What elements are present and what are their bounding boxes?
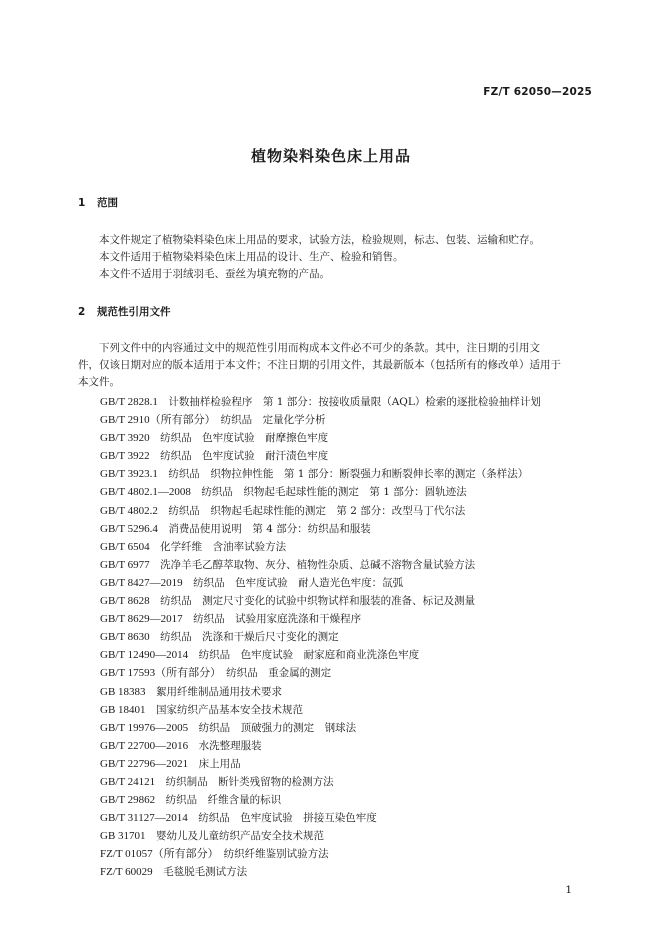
intro-line: 件，仅该日期对应的版本适用于本文件；不注日期的引用文件，其最新版本（包括所有的修改单）适用于 bbox=[78, 359, 561, 371]
reference-item bbox=[100, 719, 590, 737]
section-2-heading bbox=[78, 304, 171, 319]
reference-code: GB/T 8630 bbox=[100, 631, 150, 644]
reference-separator bbox=[158, 505, 169, 517]
document-code: FZ/T 62050—2025 bbox=[483, 86, 592, 98]
normative-intro bbox=[78, 340, 584, 391]
intro-line: 下列文件中的内容通过文中的规范性引用而构成本文件必不可少的条款。其中，注日期的引用文 bbox=[99, 342, 540, 354]
reference-item bbox=[100, 393, 590, 411]
reference-separator bbox=[188, 758, 199, 770]
reference-separator bbox=[188, 649, 199, 661]
scope-paragraph: 本文件规定了植物染料染色床上用品的要求，试验方法，检验规则，标志、包装、运输和贮存。 bbox=[99, 234, 540, 246]
document-title: 植物染料染色床上用品 bbox=[250, 147, 411, 165]
page-number: 1 bbox=[565, 884, 572, 896]
reference-title: 纺织品 色牢度试验 耐人造光色牢度：氙弧 bbox=[193, 576, 404, 589]
reference-title: 床上用品 bbox=[198, 757, 241, 770]
reference-separator bbox=[188, 812, 199, 824]
section-number: 1 bbox=[78, 197, 86, 209]
reference-item bbox=[100, 809, 590, 827]
reference-code: GB/T 4802.2 bbox=[100, 504, 158, 517]
reference-title: 婴幼儿及儿童纺织产品安全技术规范 bbox=[156, 830, 325, 843]
reference-item bbox=[100, 827, 590, 845]
reference-separator bbox=[146, 704, 157, 716]
reference-item bbox=[100, 574, 590, 592]
reference-title: 化学纤维 含油率试验方法 bbox=[160, 540, 287, 553]
reference-item bbox=[100, 737, 590, 755]
section-title: 范围 bbox=[97, 197, 118, 209]
reference-title: 纺织品 色牢度试验 耐摩擦色牢度 bbox=[160, 432, 329, 445]
reference-item bbox=[100, 683, 590, 701]
reference-code: GB/T 2910（所有部分） bbox=[100, 414, 211, 427]
reference-title: 纺织品 织物起毛起球性能的测定 第 1 部分：圆轨迹法 bbox=[201, 486, 467, 499]
reference-code: GB/T 3922 bbox=[100, 450, 150, 463]
reference-code: GB 18383 bbox=[100, 685, 146, 698]
reference-code: GB/T 5296.4 bbox=[100, 522, 158, 535]
reference-code: GB/T 4802.1—2008 bbox=[100, 486, 191, 499]
reference-separator bbox=[150, 450, 161, 462]
scope-paragraph: 本文件不适用于羽绒羽毛、蚕丝为填充物的产品。 bbox=[99, 268, 330, 280]
reference-title: 水洗整理服装 bbox=[198, 739, 262, 752]
reference-code: FZ/T 60029 bbox=[100, 866, 153, 879]
reference-list bbox=[100, 393, 590, 882]
section-title: 规范性引用文件 bbox=[97, 306, 171, 318]
reference-separator bbox=[158, 468, 169, 480]
reference-separator bbox=[191, 486, 202, 498]
reference-item bbox=[100, 610, 590, 628]
reference-code: GB 31701 bbox=[100, 830, 146, 843]
reference-separator bbox=[216, 667, 227, 679]
reference-code: GB/T 22700—2016 bbox=[100, 739, 189, 752]
reference-item bbox=[100, 664, 590, 682]
reference-code: GB/T 3920 bbox=[100, 432, 150, 445]
reference-separator bbox=[146, 686, 157, 698]
reference-item bbox=[100, 502, 590, 520]
reference-separator bbox=[146, 830, 157, 842]
reference-code: GB/T 6504 bbox=[100, 540, 150, 553]
reference-title: 纺织品 纤维含量的标识 bbox=[165, 794, 282, 807]
reference-item bbox=[100, 628, 590, 646]
reference-separator bbox=[155, 794, 166, 806]
reference-item bbox=[100, 411, 590, 429]
reference-title: 纺织制品 断针类残留物的检测方法 bbox=[165, 775, 334, 788]
reference-title: 纺织品 色牢度试验 耐汗渍色牢度 bbox=[160, 450, 329, 463]
reference-title: 纺织品 色牢度试验 耐家庭和商业洗涤色牢度 bbox=[198, 649, 420, 662]
reference-separator bbox=[210, 414, 221, 426]
reference-item bbox=[100, 556, 590, 574]
reference-item bbox=[100, 465, 590, 483]
reference-separator bbox=[188, 722, 199, 734]
reference-title: 纺织品 定量化学分析 bbox=[220, 414, 326, 427]
reference-separator bbox=[155, 776, 166, 788]
reference-item bbox=[100, 592, 590, 610]
reference-item bbox=[100, 447, 590, 465]
reference-code: GB/T 8427—2019 bbox=[100, 576, 183, 589]
scope-paragraph: 本文件适用于植物染料染色床上用品的设计、生产、检验和销售。 bbox=[99, 251, 404, 263]
reference-title: 纺织纤维鉴别试验方法 bbox=[223, 848, 329, 861]
reference-separator bbox=[213, 848, 224, 860]
reference-title: 纺织品 织物拉伸性能 第 1 部分：断裂强力和断裂伸长率的测定（条样法） bbox=[168, 468, 529, 481]
section-1-heading bbox=[78, 195, 118, 210]
reference-code: GB/T 8629—2017 bbox=[100, 613, 183, 626]
reference-item bbox=[100, 520, 590, 538]
reference-title: 洗净羊毛乙醇萃取物、灰分、植物性杂质、总碱不溶物含量试验方法 bbox=[160, 558, 476, 571]
reference-separator bbox=[158, 396, 169, 408]
reference-title: 纺织品 测定尺寸变化的试验中织物试样和服装的准备、标记及测量 bbox=[160, 595, 476, 608]
reference-code: GB/T 24121 bbox=[100, 775, 156, 788]
reference-code: GB/T 17593（所有部分） bbox=[100, 667, 216, 680]
reference-item bbox=[100, 791, 590, 809]
reference-separator bbox=[183, 613, 194, 625]
reference-item bbox=[100, 863, 590, 881]
reference-separator bbox=[150, 432, 161, 444]
intro-line: 本文件。 bbox=[78, 376, 120, 388]
reference-separator bbox=[150, 631, 161, 643]
reference-code: GB/T 29862 bbox=[100, 794, 156, 807]
reference-item bbox=[100, 845, 590, 863]
reference-item bbox=[100, 538, 590, 556]
reference-code: GB/T 8628 bbox=[100, 595, 150, 608]
reference-title: 计数抽样检验程序 第 1 部分：按接收质量限（AQL）检索的逐批检验抽样计划 bbox=[168, 396, 541, 408]
reference-title: 毛毯脱毛测试方法 bbox=[163, 866, 248, 879]
reference-code: GB/T 3923.1 bbox=[100, 468, 158, 481]
reference-code: GB 18401 bbox=[100, 703, 146, 716]
reference-title: 国家纺织产品基本安全技术规范 bbox=[156, 703, 304, 716]
reference-separator bbox=[183, 577, 194, 589]
reference-separator bbox=[158, 523, 169, 535]
reference-title: 絮用纤维制品通用技术要求 bbox=[156, 685, 283, 698]
reference-code: GB/T 19976—2005 bbox=[100, 721, 189, 734]
reference-code: FZ/T 01057（所有部分） bbox=[100, 848, 214, 861]
reference-code: GB/T 2828.1 bbox=[100, 396, 158, 408]
reference-code: GB/T 6977 bbox=[100, 558, 150, 571]
reference-item bbox=[100, 755, 590, 773]
reference-title: 纺织品 色牢度试验 拼接互染色牢度 bbox=[198, 812, 377, 825]
reference-title: 纺织品 织物起毛起球性能的测定 第 2 部分：改型马丁代尔法 bbox=[168, 504, 466, 517]
reference-separator bbox=[188, 740, 199, 752]
reference-separator bbox=[150, 541, 161, 553]
reference-separator bbox=[150, 595, 161, 607]
reference-separator bbox=[153, 866, 164, 878]
reference-title: 纺织品 洗涤和干燥后尺寸变化的测定 bbox=[160, 631, 339, 644]
reference-title: 纺织品 顶破强力的测定 钢球法 bbox=[198, 721, 357, 734]
reference-item bbox=[100, 429, 590, 447]
reference-code: GB/T 22796—2021 bbox=[100, 757, 189, 770]
section-number: 2 bbox=[78, 306, 86, 318]
reference-title: 纺织品 重金属的测定 bbox=[226, 667, 332, 680]
reference-separator bbox=[150, 559, 161, 571]
reference-item bbox=[100, 483, 590, 501]
reference-code: GB/T 31127—2014 bbox=[100, 812, 188, 825]
reference-item bbox=[100, 701, 590, 719]
reference-title: 纺织品 试验用家庭洗涤和干燥程序 bbox=[193, 613, 362, 626]
reference-item bbox=[100, 646, 590, 664]
scope-paragraphs bbox=[78, 232, 584, 283]
reference-code: GB/T 12490—2014 bbox=[100, 649, 189, 662]
reference-item bbox=[100, 773, 590, 791]
reference-title: 消费品使用说明 第 4 部分：纺织品和服装 bbox=[168, 522, 371, 535]
